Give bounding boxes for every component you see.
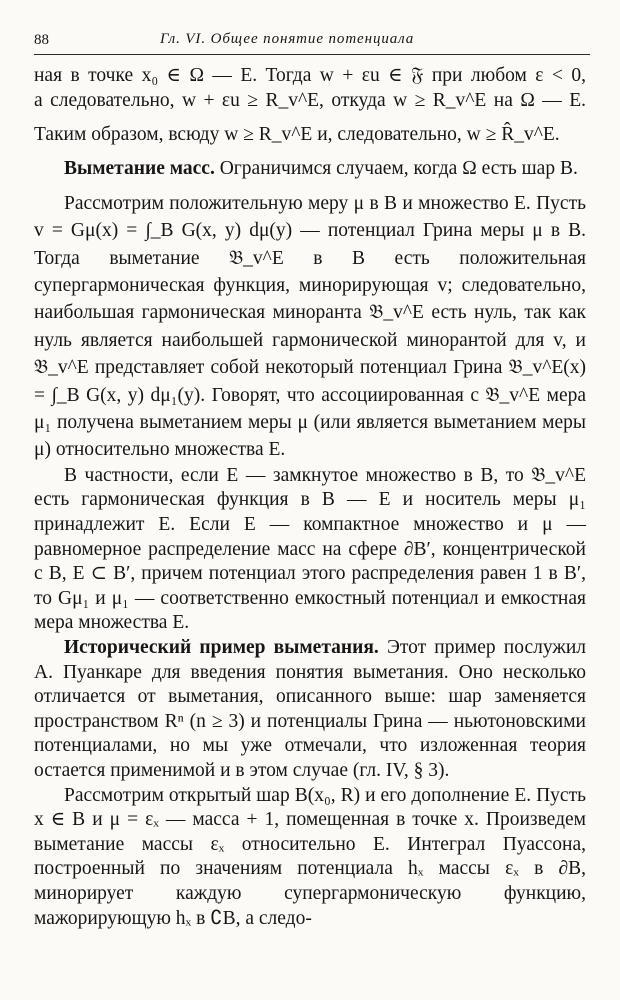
paragraph-text: Ограничимся случаем, когда Ω есть шар B. — [214, 158, 578, 180]
page-header — [34, 30, 590, 55]
paragraph — [34, 157, 586, 182]
paragraph-line: а следовательно, w + εu ≥ R_v^E, откуда w ≥ R_v^E на Ω — E. — [34, 89, 586, 111]
paragraph-line: ная в точке x₀ ∈ Ω — E. Тогда w + εu ∈ 𝔉 при любом ε < 0, — [34, 65, 586, 86]
paragraph: В частности, если E — замкнутое множество в B, то 𝔅_v^E есть гармоническая функция в B — E и носитель меры μ₁ принадлежит E. Если E — компактное множество и μ — равномерное распределение масс на сфере ∂B′, концентрической с B, E ⊂ B′, причем потенциал этого распределения равен 1 в B′, то Gμ₁ и μ₁ — соответственно емкостный потенциал и емкостная мера множества E. — [34, 464, 586, 634]
paragraph: Рассмотрим открытый шар B(x₀, R) и его дополнение E. Пусть x ∈ B и μ = εₓ — масса + 1, помещенная в точке x. Произведем выметание массы εₓ относительно E. Интеграл Пуассона, построенный по значениям потенциала hₓ массы εₓ в ∂B, минорирует каждую супергармоническую функцию, мажорирующую hₓ в ∁B, а следо- — [34, 784, 586, 929]
paragraph-line: Таким образом, всюду w ≥ R_v^E и, следовательно, w ≥ R̂_v^E. — [34, 124, 560, 146]
section-heading: Выметание масс. — [64, 158, 215, 180]
section-heading: Исторический пример выметания. — [64, 637, 379, 658]
paragraph-text: Этот пример послужил А. Пуанкаре для введения понятия выметания. Оно несколько отличается от выметания, описанного выше: шар заменяется пространством Rⁿ (n ≥ 3) и потенциалы Грина — ньютоновскими потенциалами, но мы уже отмечали, что изложенная теория остается применимой и в этом случае (гл. IV, § 3). — [34, 637, 586, 781]
page-number: 88 — [34, 32, 49, 48]
page-body — [34, 64, 586, 931]
running-title: Гл. VI. Общее понятие потенциала — [160, 31, 415, 47]
paragraph — [34, 636, 586, 784]
paragraph: Рассмотрим положительную меру μ в B и множество E. Пусть v = Gμ(x) = ∫_B G(x, y) dμ(y) — потенциал Грина меры μ в B. Тогда выметание 𝔅_v^E в B есть положительная супергармоническая функция, минорирующая v; следовательно, наибольшая гармоническая миноранта 𝔅_v^E есть нуль, так как нуль является наибольшей гармонической минорантой для v, и 𝔅_v^E представляет собой некоторый потенциал Грина 𝔅_v^E(x) = ∫_B G(x, y) dμ₁(y). Говорят, что ассоциированная с 𝔅_v^E мера μ₁ получена выметанием меры μ (или является выметанием меры μ) относительно множества E. — [34, 192, 586, 461]
